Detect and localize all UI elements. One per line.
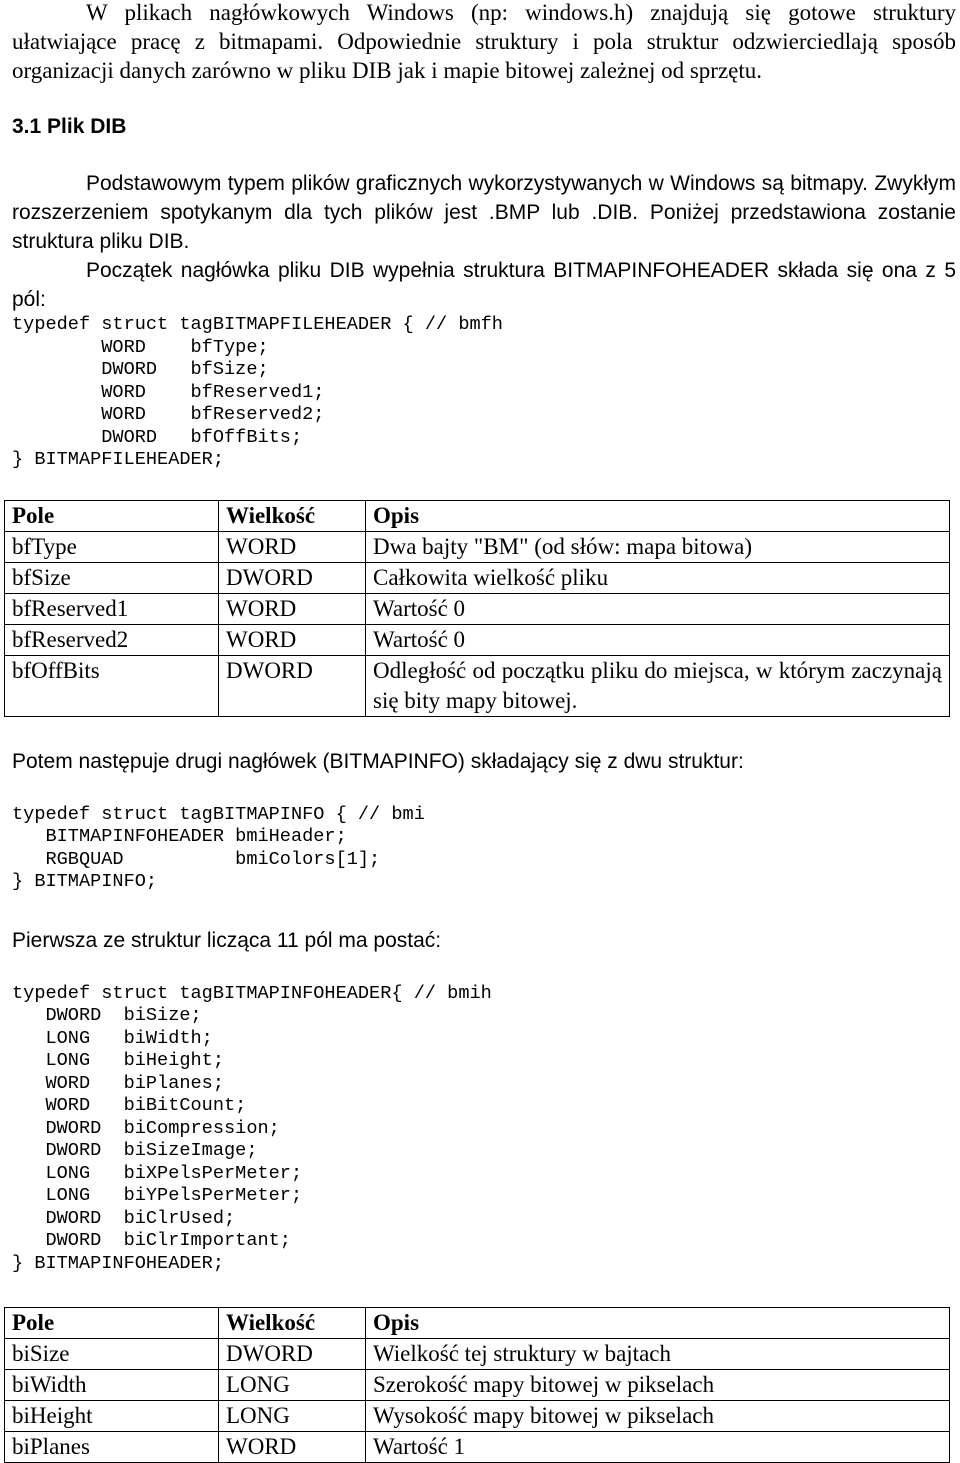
field-size-cell: DWORD: [219, 1339, 366, 1370]
table-row: [5, 624, 950, 655]
field-name-cell: bfOffBits: [5, 655, 219, 716]
header-cell: Wielkość: [219, 500, 366, 531]
table-header-row: [5, 500, 950, 531]
header-cell: Pole: [5, 500, 219, 531]
field-size-cell: WORD: [219, 624, 366, 655]
field-name-cell: biWidth: [5, 1370, 219, 1401]
table-row: [5, 1370, 950, 1401]
field-name-cell: bfReserved2: [5, 624, 219, 655]
table-row: [5, 1401, 950, 1432]
field-size-cell: DWORD: [219, 655, 366, 716]
code-bitmapinfo: typedef struct tagBITMAPINFO { // bmi BITMAPINFOHEADER bmiHeader; RGBQUAD bmiColors[1]; } BITMAPINFO;: [12, 803, 425, 892]
field-size-cell: WORD: [219, 531, 366, 562]
header-cell: Opis: [366, 500, 950, 531]
document-page: [12, 0, 956, 1463]
bitmapfileheader-table: [4, 500, 950, 717]
bitmapinfoheader-paragraph: Pierwsza ze struktur licząca 11 pól ma postać:: [12, 928, 442, 952]
table-row: [5, 655, 950, 716]
field-name-cell: bfType: [5, 531, 219, 562]
field-name-cell: bfSize: [5, 562, 219, 593]
field-desc-cell: Wartość 1: [366, 1432, 950, 1463]
field-size-cell: DWORD: [219, 562, 366, 593]
field-desc-cell: Dwa bajty "BM" (od słów: mapa bitowa): [366, 531, 950, 562]
field-name-cell: bfReserved1: [5, 593, 219, 624]
section-paragraph-2: Początek nagłówka pliku DIB wypełnia struktura BITMAPINFOHEADER składa się ona z 5 pól:: [12, 259, 956, 311]
bitmapinfo-paragraph: Potem następuje drugi nagłówek (BITMAPINFO) składający się z dwu struktur:: [12, 749, 744, 773]
table-row: [5, 593, 950, 624]
section-paragraph-1: Podstawowym typem plików graficznych wykorzystywanych w Windows są bitmapy. Zwykłym rozszerzeniem spotykanym dla tych plików jest .BMP lub .DIB. Poniżej przedstawiona zostanie struktura pliku DIB.: [12, 172, 956, 253]
table-row: [5, 1339, 950, 1370]
field-size-cell: LONG: [219, 1401, 366, 1432]
field-name-cell: biSize: [5, 1339, 219, 1370]
field-name-cell: biPlanes: [5, 1432, 219, 1463]
header-cell: Wielkość: [219, 1308, 366, 1339]
field-size-cell: LONG: [219, 1370, 366, 1401]
field-size-cell: WORD: [219, 593, 366, 624]
field-name-cell: biHeight: [5, 1401, 219, 1432]
intro-paragraph: W plikach nagłówkowych Windows (np: windows.h) znajdują się gotowe struktury ułatwiające pracę z bitmapami. Odpowiednie struktury i pola struktur odzwierciedlają sposób organizacji danych zarówno w pliku DIB jak i mapie bitowej zależnej od sprzętu.: [12, 0, 956, 83]
table-header-row: [5, 1308, 950, 1339]
table-row: [5, 531, 950, 562]
field-desc-cell: Wartość 0: [366, 624, 950, 655]
code-bitmapinfoheader: typedef struct tagBITMAPINFOHEADER{ // bmih DWORD biSize; LONG biWidth; LONG biHeight; WORD biPlanes; WORD biBitCount; DWORD biCompression; DWORD biSizeImage; LONG biXPelsPerMeter; LONG biYPelsPerMeter; DWORD biClrUsed; DWORD biClrImportant; } BITMAPINFOHEADER;: [12, 982, 492, 1274]
field-size-cell: WORD: [219, 1432, 366, 1463]
field-desc-cell: Wartość 0: [366, 593, 950, 624]
field-desc-cell: Wysokość mapy bitowej w pikselach: [366, 1401, 950, 1432]
bitmapinfoheader-table: [4, 1307, 950, 1463]
table-row: [5, 1432, 950, 1463]
section-heading: 3.1 Plik DIB: [12, 115, 127, 138]
code-bitmapfileheader: typedef struct tagBITMAPFILEHEADER { // bmfh WORD bfType; DWORD bfSize; WORD bfReserved1; WORD bfReserved2; DWORD bfOffBits; } BITMAPFILEHEADER;: [12, 314, 503, 470]
field-desc-cell: Szerokość mapy bitowej w pikselach: [366, 1370, 950, 1401]
header-cell: Opis: [366, 1308, 950, 1339]
field-desc-cell: Wielkość tej struktury w bajtach: [366, 1339, 950, 1370]
header-cell: Pole: [5, 1308, 219, 1339]
table-row: [5, 562, 950, 593]
field-desc-cell: Odległość od początku pliku do miejsca, w którym zaczynają się bity mapy bitowej.: [366, 655, 950, 716]
field-desc-cell: Całkowita wielkość pliku: [366, 562, 950, 593]
